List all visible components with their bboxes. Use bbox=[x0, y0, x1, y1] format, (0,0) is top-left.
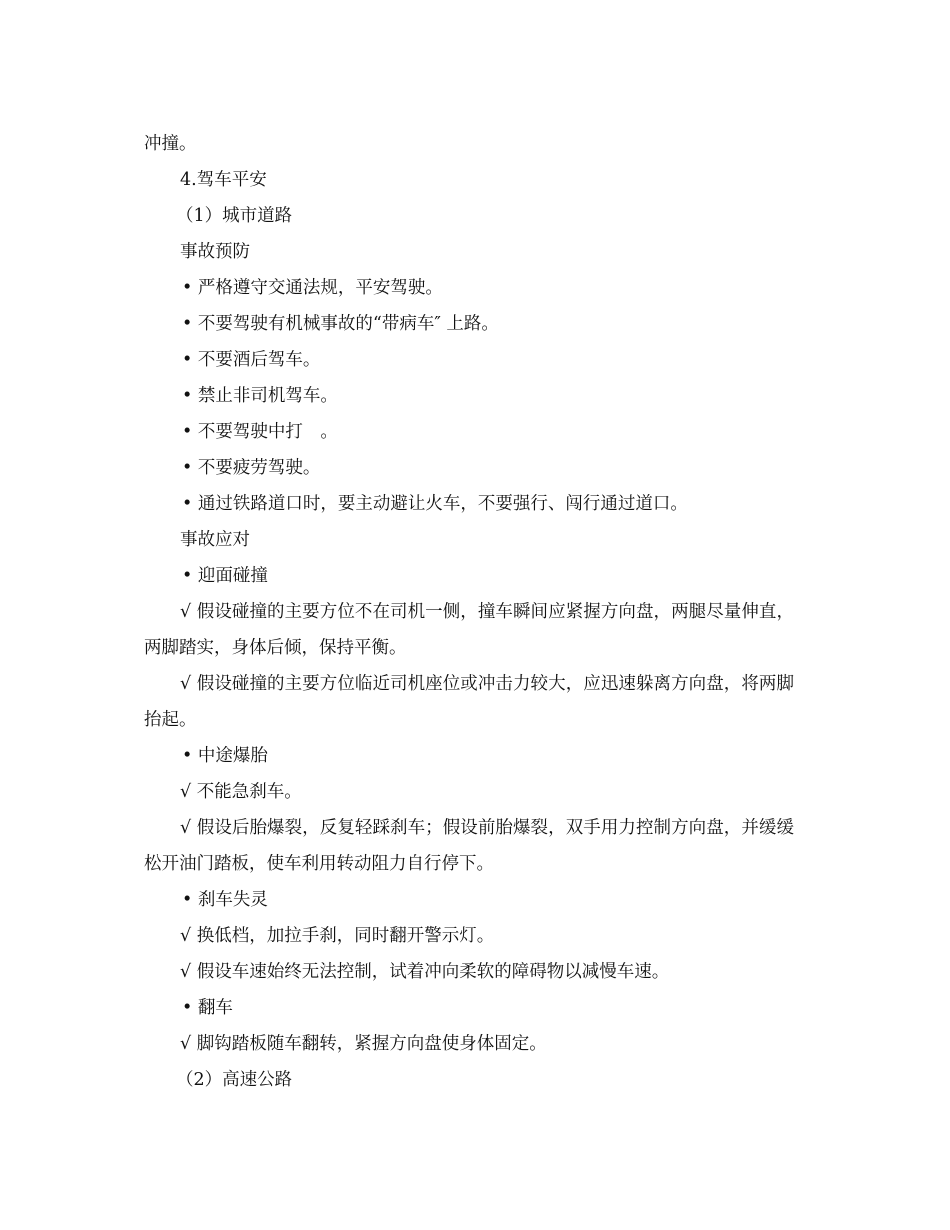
bullet-item: • 不要驾驶中打 。 bbox=[182, 422, 338, 442]
topic-heading: 事故应对 bbox=[180, 530, 250, 550]
bullet-item: • 中途爆胎 bbox=[182, 746, 268, 766]
check-paragraph: √ 假设碰撞的主要方位临近司机座位或冲击力较大，应迅速躲离方向盘，将两脚抬起。 bbox=[144, 674, 794, 730]
topic-heading: 事故预防 bbox=[180, 242, 250, 262]
check-item: √ 换低档，加拉手刹，同时翻开警示灯。 bbox=[180, 926, 495, 946]
check-item: √ 假设车速始终无法控制，试着冲向柔软的障碍物以减慢车速。 bbox=[180, 962, 670, 982]
text-line: 冲撞。 bbox=[144, 134, 197, 154]
bullet-item: • 翻车 bbox=[182, 998, 233, 1018]
check-paragraph: √ 假设碰撞的主要方位不在司机一侧，撞车瞬间应紧握方向盘，两腿尽量伸直，两脚踏实，身体后倾，保持平衡。 bbox=[144, 602, 794, 658]
check-item: √ 不能急刹车。 bbox=[180, 782, 302, 802]
check-item: √ 脚钩踏板随车翻转，紧握方向盘使身体固定。 bbox=[180, 1034, 547, 1054]
bullet-item: • 刹车失灵 bbox=[182, 890, 268, 910]
subsection-heading: （2）高速公路 bbox=[176, 1070, 293, 1090]
bullet-item: • 通过铁路道口时，要主动避让火车，不要强行、闯行通过道口。 bbox=[182, 494, 688, 514]
bullet-item: • 不要疲劳驾驶。 bbox=[182, 458, 321, 478]
bullet-item: • 不要酒后驾车。 bbox=[182, 350, 321, 370]
bullet-item: • 禁止非司机驾车。 bbox=[182, 386, 338, 406]
document-body bbox=[144, 126, 794, 1098]
bullet-item: • 迎面碰撞 bbox=[182, 566, 268, 586]
bullet-item: • 不要驾驶有机械事故的“带病车″ 上路。 bbox=[182, 314, 499, 334]
subsection-heading: （1）城市道路 bbox=[176, 206, 293, 226]
section-heading: 4.驾车平安 bbox=[180, 170, 267, 190]
check-paragraph: √ 假设后胎爆裂，反复轻踩刹车；假设前胎爆裂，双手用力控制方向盘，并缓缓松开油门踏板，使车利用转动阻力自行停下。 bbox=[144, 818, 794, 874]
bullet-item: • 严格遵守交通法规，平安驾驶。 bbox=[182, 278, 443, 298]
